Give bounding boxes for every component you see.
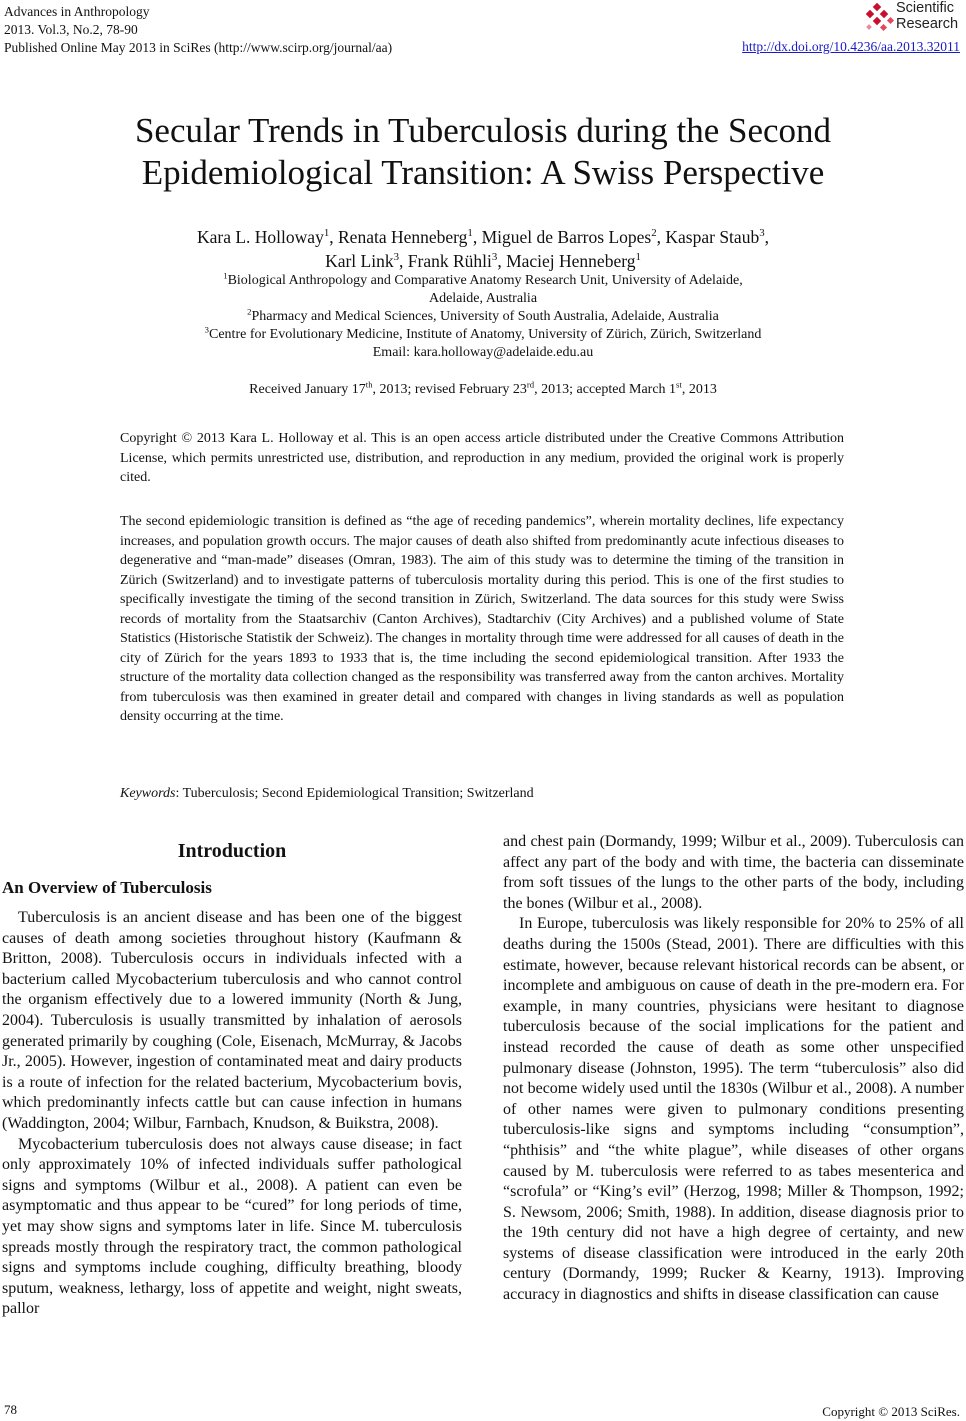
keywords-label: Keywords xyxy=(120,786,176,801)
scirp-logo-icon xyxy=(862,3,894,33)
author-name: , Renata Henneberg xyxy=(329,227,468,247)
keywords xyxy=(120,784,844,804)
year-text: , 2013 xyxy=(681,382,717,397)
affiliation-1-location: Adelaide, Australia xyxy=(428,291,538,306)
author-name: , Maciej Henneberg xyxy=(497,251,636,271)
paragraph: Tuberculosis is an ancient disease and has been one of the biggest causes of death among societies throughout history (Kaufmann & Britton, 2008). Tuberculosis occurs in individuals infected with a bacterium called Mycobacterium tuberculosis and who cannot control the organism effectively due to a lowered immunity (North & Jung, 2004). Tuberculosis is usually transmitted by inhalation of aerosols generated primarily by coughing (Cole, Eisenach, McMurray, & Jacobs Jr., 2005). However, ingestion of contaminated meat and dairy products is a route of infection for the related bacterium, Mycobacterium bovis, which predominantly infects cattle but can cause infection in humans (Waddington, 2004; Wilbur, Farnbach, Knudson, & Buikstra, 2008). xyxy=(2,909,462,1132)
keywords-list: : Tuberculosis; Second Epidemiological Transition; Switzerland xyxy=(175,786,534,801)
affiliations xyxy=(60,272,906,362)
journal-volume: 2013. Vol.3, No.2, 78-90 xyxy=(4,22,138,37)
copyright-text: Copyright © 2013 Kara L. Holloway et al. This is an open access article distributed under the Creative Commons Attribution License, which permits unrestricted use, distribution, and reproduction in any medium, provided the original work is properly cited. xyxy=(120,431,844,485)
author-affil-mark: 1 xyxy=(635,251,641,264)
logo-line-2: Research xyxy=(896,16,959,32)
received-text: Received January 17 xyxy=(249,382,366,397)
paragraph: and chest pain (Dormandy, 1999; Wilbur et al., 2009). Tuberculosis can affect any part of the body and with time, the bacteria can disseminate from soft tissues of the lungs to the other parts of the body, including the bones (Wilbur et al., 2008). xyxy=(503,833,964,912)
author-affil-mark: 3 xyxy=(759,227,765,240)
subsection-heading: An Overview of Tuberculosis xyxy=(2,878,212,897)
abstract-text: The second epidemiologic transition is defined as “the age of receding pandemics”, wherein mortality declines, life expectancy increases, and population growth occurs. The major causes of death also shifted from predominantly acute infectious diseases to degenerative and “man-made” diseases (Omran, 1983). The aim of this study was to determine the timing of the transition in Zürich (Switzerland) and to investigate patterns of tuberculosis mortality during this period. This is one of the first studies to specifically investigate the timing of the second transition in Zürich, Switzerland. The data sources for this study were Swiss records of mortality from the Staatsarchiv (Canton Archives), Stadtarchiv (City Archives) and a published volume of State Statistics (Historische Statistik der Schweiz). The changes in mortality through time were addressed for all causes of death in the city of Zürich for the years 1893 to 1933 that is, the time including the second epidemiological transition. After 1933 the structure of the mortality data collection changed as the responsibility was transferred away from the canton archives. Mortality from tuberculosis was then examined in greater detail and compared with changes in living standards as well as population density occurring at the time. xyxy=(120,514,844,724)
author-name: , Frank Rühli xyxy=(399,251,492,271)
paragraph: Mycobacterium tuberculosis does not always cause disease; in fact only approximately 10% of infected individuals suffer pathological signs and symptoms (Wilbur et al., 2008). A patient can even be asymptomatic and thus appear to be “cured” for long periods of time, yet may show signs and symptoms later in life. Since M. tuberculosis spreads mostly through the respiratory tract, the common pathological signs and symptoms include coughing, difficulty breathing, bloody sputum, weakness, lethargy, loss of appetite and weight, night sweats, pallor xyxy=(2,1135,462,1318)
ordinal-suffix: rd xyxy=(526,379,535,390)
author-name: Kara L. Holloway xyxy=(196,227,324,247)
section-heading: Introduction xyxy=(177,840,287,862)
author-separator: , xyxy=(764,227,769,247)
copyright-notice xyxy=(120,429,844,488)
doi-link[interactable]: http://dx.doi.org/10.4236/aa.2013.32011 xyxy=(742,39,960,54)
abstract xyxy=(120,512,844,727)
right-column xyxy=(503,832,964,1306)
title-line-1: Secular Trends in Tuberculosis during the Second xyxy=(134,111,832,150)
author-affil-mark: 3 xyxy=(393,251,400,264)
contact-email: Email: kara.holloway@adelaide.edu.au xyxy=(372,345,594,360)
affil-mark: 2 xyxy=(247,306,252,317)
author-affil-mark: 1 xyxy=(323,227,330,240)
logo-line-1: Scientific xyxy=(896,0,955,16)
received-dates xyxy=(60,380,906,400)
author-name: , Kaspar Staub xyxy=(656,227,760,247)
paragraph: In Europe, tuberculosis was likely responsible for 20% to 25% of all deaths during the 1500s (Stead, 2001). There are difficulties with this estimate, however, because relevant historical records can be absent, or incomplete and ambiguous on cause of death in the pre-modern era. For example, in many countries, physicians were hesitant to diagnose tuberculosis because of the social implications for the patient and instead recorded the cause of death as some other unspecified pulmonary disease (Johnston, 1995). The term “tuberculosis” also did not become widely used until the 1830s (Wilbur et al., 2008). A number of other names were given to pulmonary conditions presenting tuberculosis-like signs and symptoms including “consumption”, “phthisis” and “the white plague”, while diseases of other organs caused by M. tuberculosis were referred to as tabes mesenterica and “scrofula” or “King’s evil” (Herzog, 1998; Miller & Thompson, 1992; S. Newsom, 2006; Smith, 1988). In addition, disease diagnosis prior to the 19th century did not have a high degree of certainty, and new systems of disease classification were introduced in the early 20th century (Dormandy, 1999; Rucker & Kearny, 1913). Improving accuracy in diagnostics and shifts in disease classification can cause xyxy=(503,915,964,1304)
ordinal-suffix: st xyxy=(676,379,682,390)
author-list xyxy=(60,225,906,273)
published-line: Published Online May 2013 in SciRes (http://www.scirp.org/journal/aa) xyxy=(4,40,393,55)
affiliation-2: Pharmacy and Medical Sciences, University of South Australia, Adelaide, Australia xyxy=(251,309,719,324)
journal-name: Advances in Anthropology xyxy=(4,4,150,19)
journal-header xyxy=(4,3,392,57)
footer-copyright: Copyright © 2013 SciRes. xyxy=(822,1404,960,1419)
affil-mark: 1 xyxy=(223,270,228,281)
affiliation-3: Centre for Evolutionary Medicine, Institute of Anatomy, University of Zürich, Zürich, Switzerland xyxy=(209,327,762,342)
accepted-text: , 2013; accepted March 1 xyxy=(534,382,677,397)
ordinal-suffix: th xyxy=(365,379,373,390)
author-affil-mark: 2 xyxy=(651,227,657,240)
paper-title xyxy=(60,110,906,194)
affiliation-1: Biological Anthropology and Comparative Anatomy Research Unit, University of Adelaide, xyxy=(227,273,743,288)
scientific-research-logo xyxy=(862,0,962,36)
revised-text: , 2013; revised February 23 xyxy=(372,382,527,397)
author-affil-mark: 1 xyxy=(467,227,473,240)
title-line-2: Epidemiological Transition: A Swiss Perspective xyxy=(141,153,825,192)
author-name: , Miguel de Barros Lopes xyxy=(472,227,652,247)
left-column xyxy=(2,838,462,1320)
author-affil-mark: 3 xyxy=(491,251,498,264)
page-number: 78 xyxy=(4,1402,17,1417)
author-name: Karl Link xyxy=(325,251,394,271)
affil-mark: 3 xyxy=(204,324,209,335)
